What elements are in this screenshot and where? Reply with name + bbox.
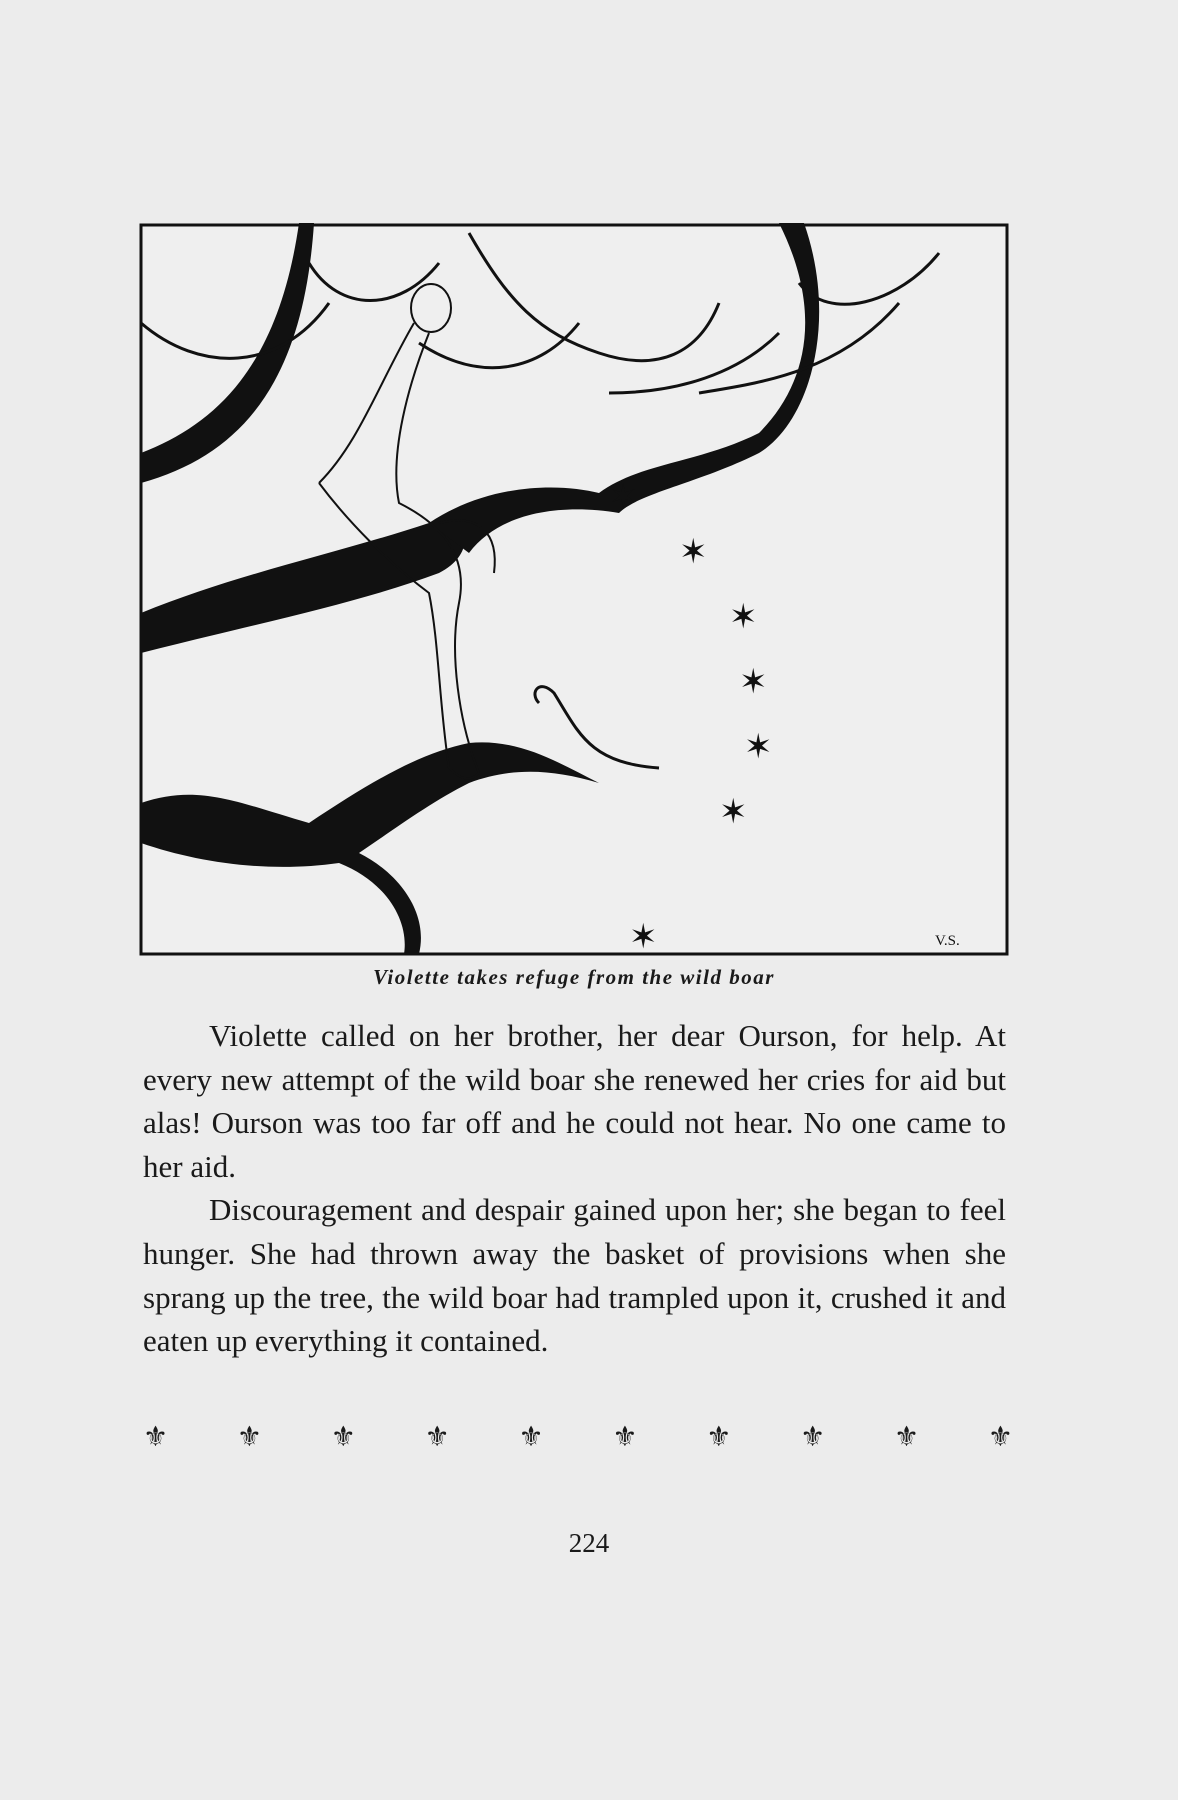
fleur-de-lis-icon: ⚜	[706, 1422, 732, 1453]
illustration-violette-in-tree	[139, 223, 1009, 956]
fleur-de-lis-icon: ⚜	[612, 1422, 638, 1453]
artist-signature: V.S.	[935, 933, 960, 949]
fleur-de-lis-icon: ⚜	[894, 1422, 920, 1453]
svg-text:✶: ✶	[609, 477, 638, 517]
page-number: 224	[568, 1528, 610, 1558]
fleur-de-lis-icon: ⚜	[143, 1422, 169, 1453]
body-text	[143, 1014, 1006, 1363]
illustration-caption: Violette takes refuge from the wild boar	[373, 965, 775, 989]
svg-text:✶: ✶	[744, 727, 773, 767]
fleur-de-lis-ornament-row	[143, 1420, 1013, 1454]
fleur-de-lis-icon: ⚜	[424, 1422, 450, 1453]
fleur-de-lis-icon: ⚜	[236, 1422, 262, 1453]
fleur-de-lis-icon: ⚜	[987, 1422, 1013, 1453]
svg-text:✶: ✶	[679, 532, 708, 572]
fleur-de-lis-icon: ⚜	[518, 1422, 544, 1453]
paragraph: Violette called on her brother, her dear Ourson, for help. At every new attempt of the wild boar she renewed her cries for aid but alas! Ourson was too far off and he could not hear. No one came to her aid.	[143, 1018, 1006, 1184]
svg-text:✶: ✶	[719, 792, 748, 832]
svg-text:✶: ✶	[729, 597, 758, 637]
fleur-de-lis-icon: ⚜	[800, 1422, 826, 1453]
paragraph: Discouragement and despair gained upon her; she began to feel hunger. She had thrown away the basket of provisions when she sprang up the tree, the wild boar had trampled upon it, crushed it and eaten up everything it contained.	[143, 1192, 1006, 1359]
svg-text:✶: ✶	[739, 662, 768, 702]
svg-text:✶: ✶	[629, 917, 658, 956]
fleur-de-lis-icon: ⚜	[330, 1422, 356, 1453]
